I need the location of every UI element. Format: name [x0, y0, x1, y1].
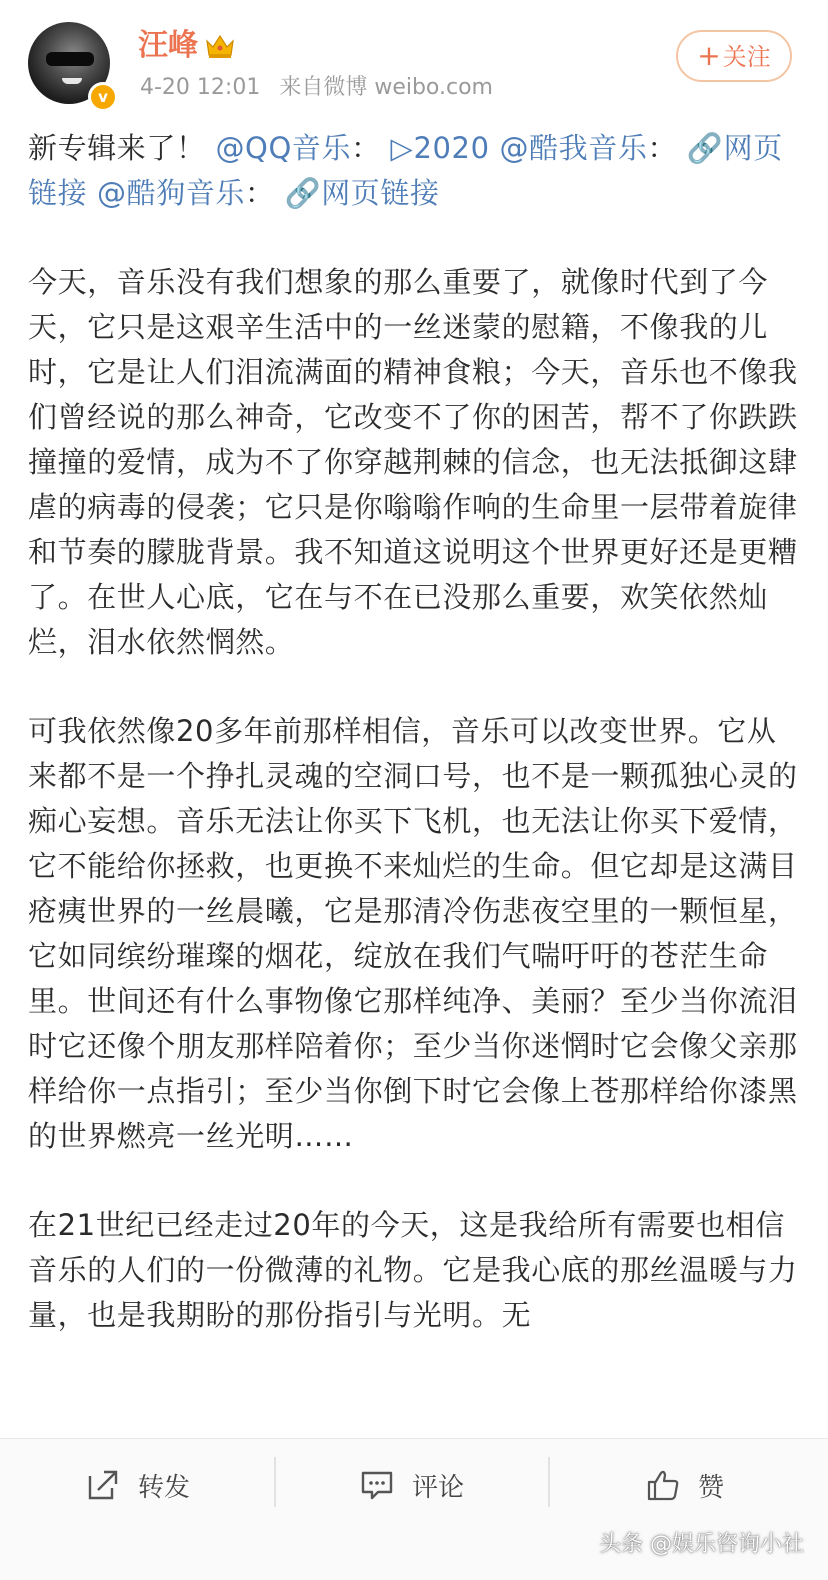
intro-colon: ：	[245, 176, 275, 210]
repost-label: 转发	[138, 1472, 191, 1503]
action-bar	[0, 1438, 828, 1580]
mention-kugou-music[interactable]: @酷狗音乐	[97, 176, 246, 210]
intro-text: 新专辑来了！	[28, 131, 206, 165]
post-header	[0, 0, 828, 118]
avatar-smile	[62, 78, 82, 84]
intro-colon: ：	[647, 131, 678, 165]
follow-label: 关注	[722, 43, 771, 71]
post-paragraph: 可我依然像20多年前那样相信，音乐可以改变世界。它从来都不是一个挣扎灵魂的空洞口号，也不是一颗孤独心灵的痴心妄想。音乐无法让你买下飞机，也无法让你买下爱情，它不能给你拯救，也更换不来灿烂的生命。但它却是这满目疮痍世界的一丝晨曦，它是那清冷伤悲夜空里的一颗恒星，它如同缤纷璀璨的烟花，绽放在我们气喘吁吁的苍茫生命里。世间还有什么事物像它那样纯净、美丽？至少当你流泪时它还像个朋友那样陪着你；至少当你迷惘时它会像父亲那样给你一点指引；至少当你倒下时它会像上苍那样给你漆黑的世界燃亮一丝光明……	[28, 714, 798, 1153]
avatar-glasses	[46, 52, 94, 66]
web-link-label: 网页链接	[321, 176, 440, 210]
web-link[interactable]	[284, 176, 439, 210]
mention-kuwo-music[interactable]: @酷我音乐	[499, 131, 648, 165]
mention-qq-music[interactable]: @QQ音乐	[215, 131, 352, 165]
video-label: 2020	[413, 131, 490, 165]
thumbs-up-icon	[646, 1468, 680, 1502]
crown-icon	[204, 32, 236, 60]
post-paragraph: 今天，音乐没有我们想象的那么重要了，就像时代到了今天，它只是这艰辛生活中的一丝迷蒙的慰籍，不像我的儿时，它是让人们泪流满面的精神食粮；今天，音乐也不像我们曾经说的那么神奇，它改变不了你的困苦，帮不了你跌跌撞撞的爱情，成为不了你穿越荆棘的信念，也无法抵御这肆虐的病毒的侵袭；它只是你嗡嗡作响的生命里一层带着旋律和节奏的朦胧背景。我不知道这说明这个世界更好还是更糟了。在世人心底，它在与不在已没那么重要，欢笑依然灿烂，泪水依然惘然。	[28, 265, 798, 659]
post-time: 4-20 12:01	[140, 75, 261, 100]
intro-colon: ：	[351, 131, 381, 165]
repost-button[interactable]	[86, 1463, 190, 1507]
play-icon: ▷	[390, 131, 414, 165]
post-paragraph: 在21世纪已经走过20年的今天，这是我给所有需要也相信音乐的人们的一份微薄的礼物。它是我心底的那丝温暖与力量，也是我期盼的那份指引与光明。无	[28, 1208, 798, 1332]
divider	[274, 1457, 276, 1507]
comment-icon	[360, 1468, 394, 1502]
post-source: 来自微博 weibo.com	[279, 75, 493, 100]
post-content	[28, 126, 800, 1382]
web-link-label: 网页链接	[28, 131, 783, 210]
like-button[interactable]	[646, 1463, 724, 1507]
comment-button[interactable]	[360, 1463, 464, 1507]
link-icon: 🔗	[284, 176, 322, 210]
video-link[interactable]	[391, 131, 490, 165]
username[interactable]: 汪峰	[138, 28, 198, 63]
divider	[548, 1457, 550, 1507]
repost-icon	[86, 1468, 120, 1502]
follow-button[interactable]	[676, 30, 792, 82]
post-meta	[140, 74, 505, 102]
link-icon: 🔗	[686, 131, 724, 165]
post-intro	[28, 126, 800, 216]
watermark: 头条 @娱乐咨询小社	[599, 1532, 804, 1557]
verified-badge-icon: v	[88, 82, 118, 112]
plus-icon: +	[697, 39, 721, 72]
comment-label: 评论	[412, 1472, 465, 1503]
like-label: 赞	[698, 1472, 725, 1503]
